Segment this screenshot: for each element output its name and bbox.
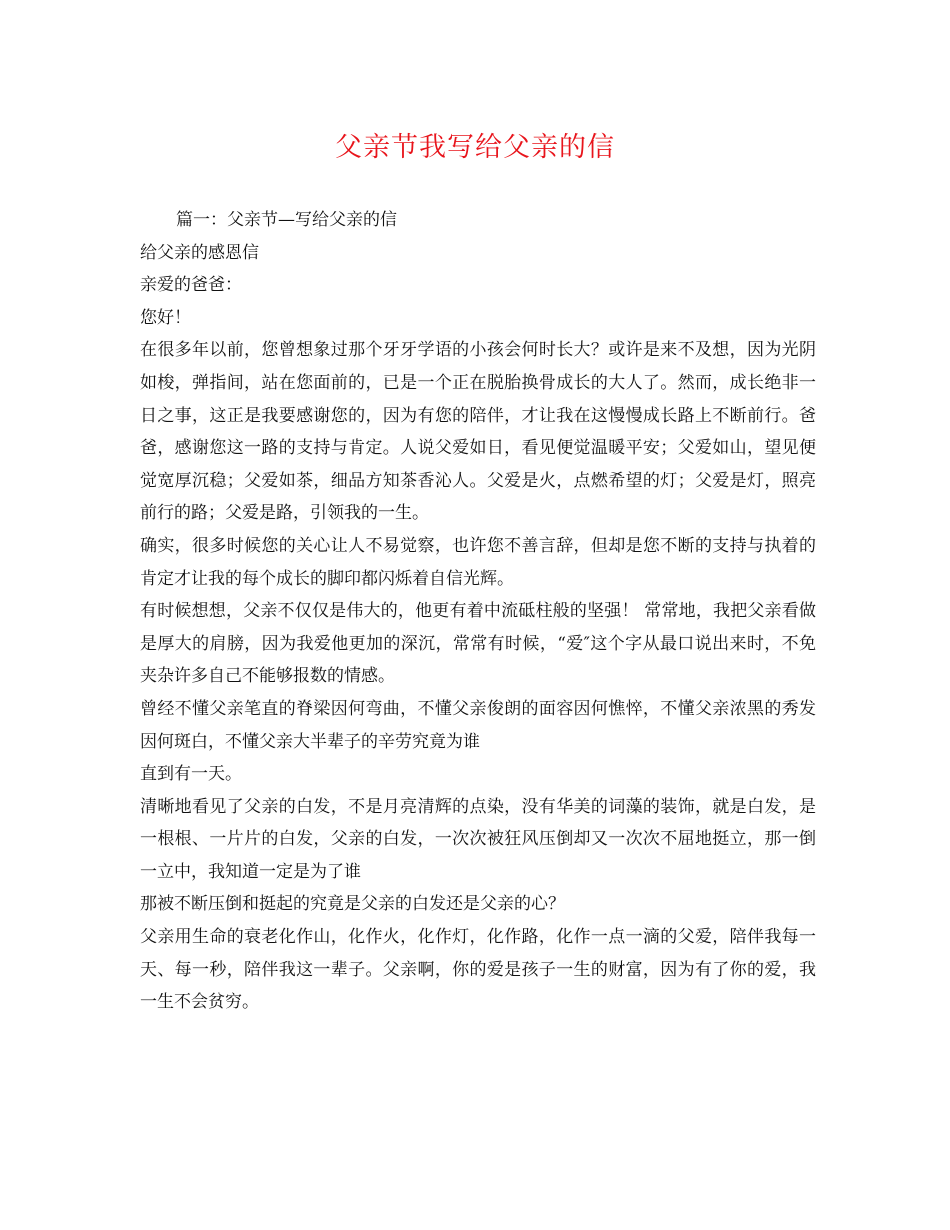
paragraph: 确实，很多时候您的关心让人不易觉察，也许您不善言辞，但却是您不断的支持与执着的肯定才让我的每个成长的脚印都闪烁着自信光辉。: [140, 535, 816, 589]
paragraph: 那被不断压倒和挺起的究竟是父亲的白发还是父亲的心？: [140, 894, 565, 915]
paragraph: 父亲用生命的衰老化作山，化作火，化作灯，化作路，化作一点一滴的父爱，陪伴我每一天、每一秒，陪伴我这一辈子。父亲啊，你的爱是孩子一生的财富，因为有了你的爱，我一生不会贫穷。: [140, 927, 816, 1013]
section-heading: 篇一：父亲节—写给父亲的信: [176, 210, 397, 230]
paragraph: 清晰地看见了父亲的白发，不是月亮清辉的点染，没有华美的词藻的装饰，就是白发，是一根根、一片片的白发，父亲的白发，一次次被狂风压倒却又一次次不屈地挺立，那一倒一立中，我知道一定是为了谁: [140, 796, 816, 882]
letter-subtitle: 给父亲的感恩信: [140, 242, 259, 263]
document-body: [140, 204, 816, 1019]
letter-greeting: 您好！: [140, 307, 191, 328]
paragraph: 有时候想想，父亲不仅仅是伟大的，他更有着中流砥柱般的坚强！ 常常地，我把父亲看做是厚大的肩膀，因为我爱他更加的深沉，常常有时候，“爱″这个字从最口说出来时，不免夹杂许多自己不能够报数的情感。: [140, 601, 816, 687]
paragraph: 直到有一天。: [140, 764, 242, 785]
letter-salutation: 亲爱的爸爸：: [140, 275, 242, 296]
paragraph: 在很多年以前，您曾想象过那个牙牙学语的小孩会何时长大？或许是来不及想，因为光阴如梭，弹指间，站在您面前的，已是一个正在脱胎换骨成长的大人了。然而，成长绝非一日之事，这正是我要感谢您的，因为有您的陪伴，才让我在这慢慢成长路上不断前行。爸爸，感谢您这一路的支持与肯定。人说父爱如日，看见便觉温暖平安；父爱如山，望见便觉宽厚沉稳；父爱如茶，细品方知茶香沁人。父爱是火，点燃希望的灯；父爱是灯，照亮前行的路；父爱是路，引领我的一生。: [140, 340, 816, 524]
paragraph: 曾经不懂父亲笔直的脊梁因何弯曲，不懂父亲俊朗的面容因何憔悴，不懂父亲浓黑的秀发因何斑白，不懂父亲大半辈子的辛劳究竟为谁: [140, 698, 816, 752]
document-title: 父亲节我写给父亲的信: [335, 132, 615, 163]
